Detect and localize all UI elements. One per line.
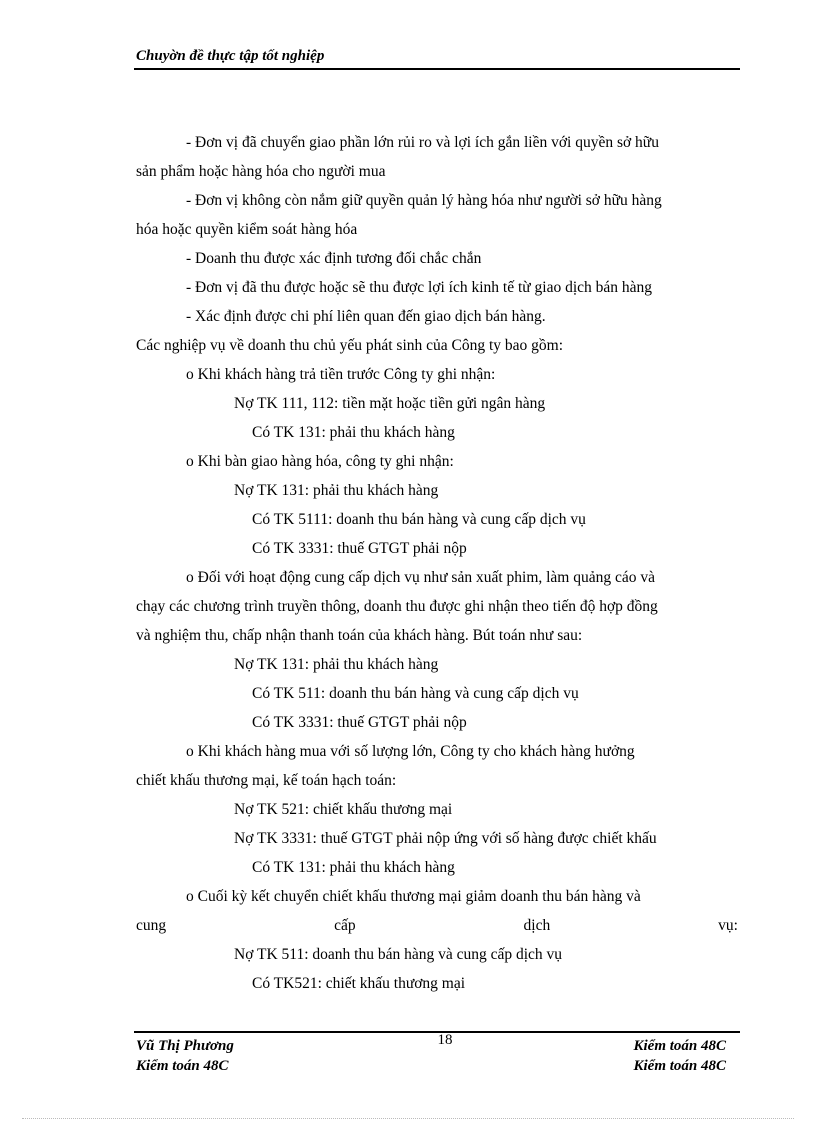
entry-debit: Nợ TK 3331: thuế GTGT phải nộp ứng với số hàng được chiết khấu xyxy=(234,830,657,847)
paragraph-line: - Đơn vị đã chuyển giao phần lớn rủi ro và lợi ích gắn liền với quyền sở hữu xyxy=(186,134,659,151)
footer-class-left: Kiểm toán 48C xyxy=(136,1058,229,1074)
paragraph-line: Các nghiệp vụ về doanh thu chủ yếu phát sinh của Công ty bao gồm: xyxy=(136,337,564,354)
body-text xyxy=(136,128,738,998)
bullet-line: o Khi khách hàng mua với số lượng lớn, Công ty cho khách hàng hưởng xyxy=(186,743,635,760)
entry-credit: Có TK 131: phải thu khách hàng xyxy=(252,424,455,441)
paragraph-line: - Đơn vị đã thu được hoặc sẽ thu được lợi ích kinh tế từ giao dịch bán hàng xyxy=(186,279,653,296)
footer-left xyxy=(136,1036,234,1076)
bullet-line: o Đối với hoạt động cung cấp dịch vụ như sản xuất phim, làm quảng cáo và xyxy=(186,569,656,586)
justified-line xyxy=(136,911,738,940)
header-rule xyxy=(134,68,740,70)
entry-debit: Nợ TK 521: chiết khấu thương mại xyxy=(234,801,453,818)
entry-credit: Có TK521: chiết khấu thương mại xyxy=(252,975,466,992)
word: cấp xyxy=(334,917,356,934)
paragraph-line: và nghiệm thu, chấp nhận thanh toán của khách hàng. Bút toán như sau: xyxy=(136,627,583,644)
entry-credit: Có TK 131: phải thu khách hàng xyxy=(252,859,455,876)
footer-class-right-1: Kiểm toán 48C xyxy=(633,1038,726,1054)
entry-credit: Có TK 5111: doanh thu bán hàng và cung cấp dịch vụ xyxy=(252,511,586,528)
paragraph-line: chạy các chương trình truyền thông, doanh thu được ghi nhận theo tiến độ hợp đồng xyxy=(136,598,658,615)
footer-author: Vũ Thị Phương xyxy=(136,1038,234,1054)
header-title: Chuyờn đề thực tập tốt nghiệp xyxy=(136,48,325,64)
page-number: 18 xyxy=(437,1032,453,1048)
bullet-line: o Khi bàn giao hàng hóa, công ty ghi nhận: xyxy=(186,453,454,470)
paragraph-line: chiết khấu thương mại, kế toán hạch toán: xyxy=(136,772,397,789)
entry-debit: Nợ TK 131: phải thu khách hàng xyxy=(234,656,439,673)
bullet-line: o Cuối kỳ kết chuyển chiết khấu thương mại giảm doanh thu bán hàng và xyxy=(186,888,641,905)
entry-debit: Nợ TK 111, 112: tiền mặt hoặc tiền gửi ngân hàng xyxy=(234,395,546,412)
entry-credit: Có TK 511: doanh thu bán hàng và cung cấp dịch vụ xyxy=(252,685,579,702)
paragraph-line: sản phẩm hoặc hàng hóa cho người mua xyxy=(136,163,386,180)
paragraph-line: hóa hoặc quyền kiểm soát hàng hóa xyxy=(136,221,358,238)
paragraph-line: - Doanh thu được xác định tương đối chắc chắn xyxy=(186,250,482,267)
word: dịch xyxy=(523,917,551,934)
paragraph-line: - Xác định được chi phí liên quan đến giao dịch bán hàng. xyxy=(186,308,546,325)
bullet-line: o Khi khách hàng trả tiền trước Công ty ghi nhận: xyxy=(186,366,496,383)
entry-debit: Nợ TK 511: doanh thu bán hàng và cung cấp dịch vụ xyxy=(234,946,563,963)
word: vụ: xyxy=(718,917,738,934)
entry-credit: Có TK 3331: thuế GTGT phải nộp xyxy=(252,540,467,557)
word: cung xyxy=(136,917,167,934)
entry-credit: Có TK 3331: thuế GTGT phải nộp xyxy=(252,714,467,731)
footer-right xyxy=(602,1036,726,1076)
page-edge-divider xyxy=(22,1118,794,1119)
footer-class-right-2: Kiểm toán 48C xyxy=(633,1058,726,1074)
entry-debit: Nợ TK 131: phải thu khách hàng xyxy=(234,482,439,499)
paragraph-line: - Đơn vị không còn nắm giữ quyền quản lý hàng hóa như người sở hữu hàng xyxy=(186,192,662,209)
